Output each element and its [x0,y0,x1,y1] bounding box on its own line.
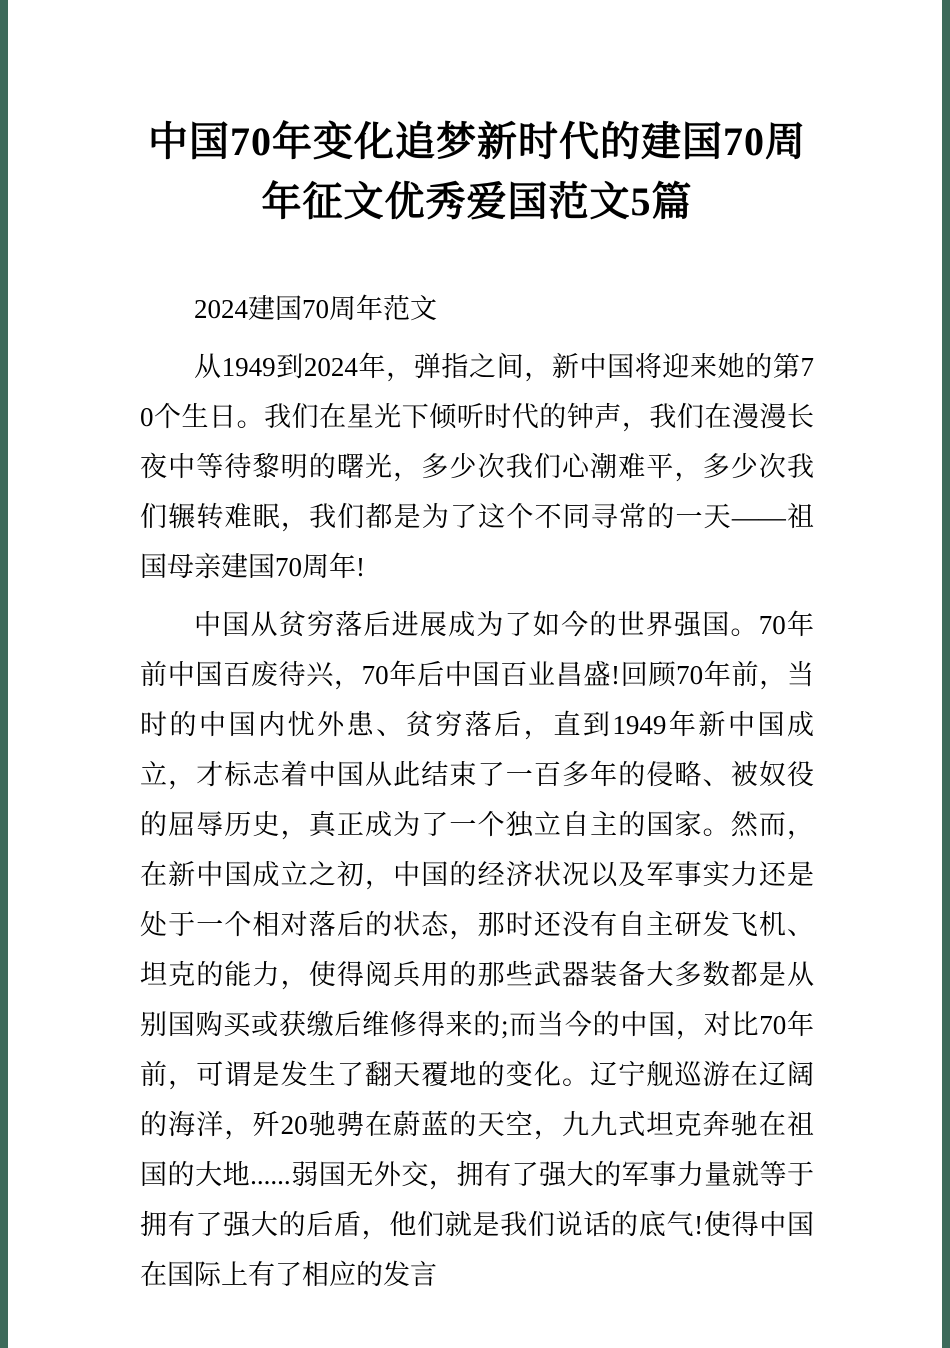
paragraph-body-1: 从1949到2024年，弹指之间，新中国将迎来她的第70个生日。我们在星光下倾听时代的钟声，我们在漫漫长夜中等待黎明的曙光，多少次我们心潮难平，多少次我们辗转难眠，我们都是为了这个不同寻常的一天——祖国母亲建国70周年! [140,352,814,582]
left-edge-strip [0,0,8,1348]
document-title: 中国70年变化追梦新时代的建国70周年征文优秀爱国范文5篇 [148,119,806,224]
right-edge-strip [942,0,950,1348]
paragraph-body-2: 中国从贫穷落后进展成为了如今的世界强国。70年前中国百废待兴，70年后中国百业昌盛!回顾70年前，当时的中国内忧外患、贫穷落后，直到1949年新中国成立，才标志着中国从此结束了一百多年的侵略、被奴役的屈辱历史，真正成为了一个独立自主的国家。然而，在新中国成立之初，中国的经济状况以及军事实力还是处于一个相对落后的状态，那时还没有自主研发飞机、坦克的能力，使得阅兵用的那些武器装备大多数都是从别国购买或获缴后维修得来的;而当今的中国，对比70年前，可谓是发生了翻天覆地的变化。辽宁舰巡游在辽阔的海洋，歼20驰骋在蔚蓝的天空，九九式坦克奔驰在祖国的大地......弱国无外交，拥有了强大的军事力量就等于拥有了强大的后盾，他们就是我们说话的底气!使得中国在国际上有了相应的发言 [140,610,814,1290]
paragraph-intro: 2024建国70周年范文 [194,294,437,324]
